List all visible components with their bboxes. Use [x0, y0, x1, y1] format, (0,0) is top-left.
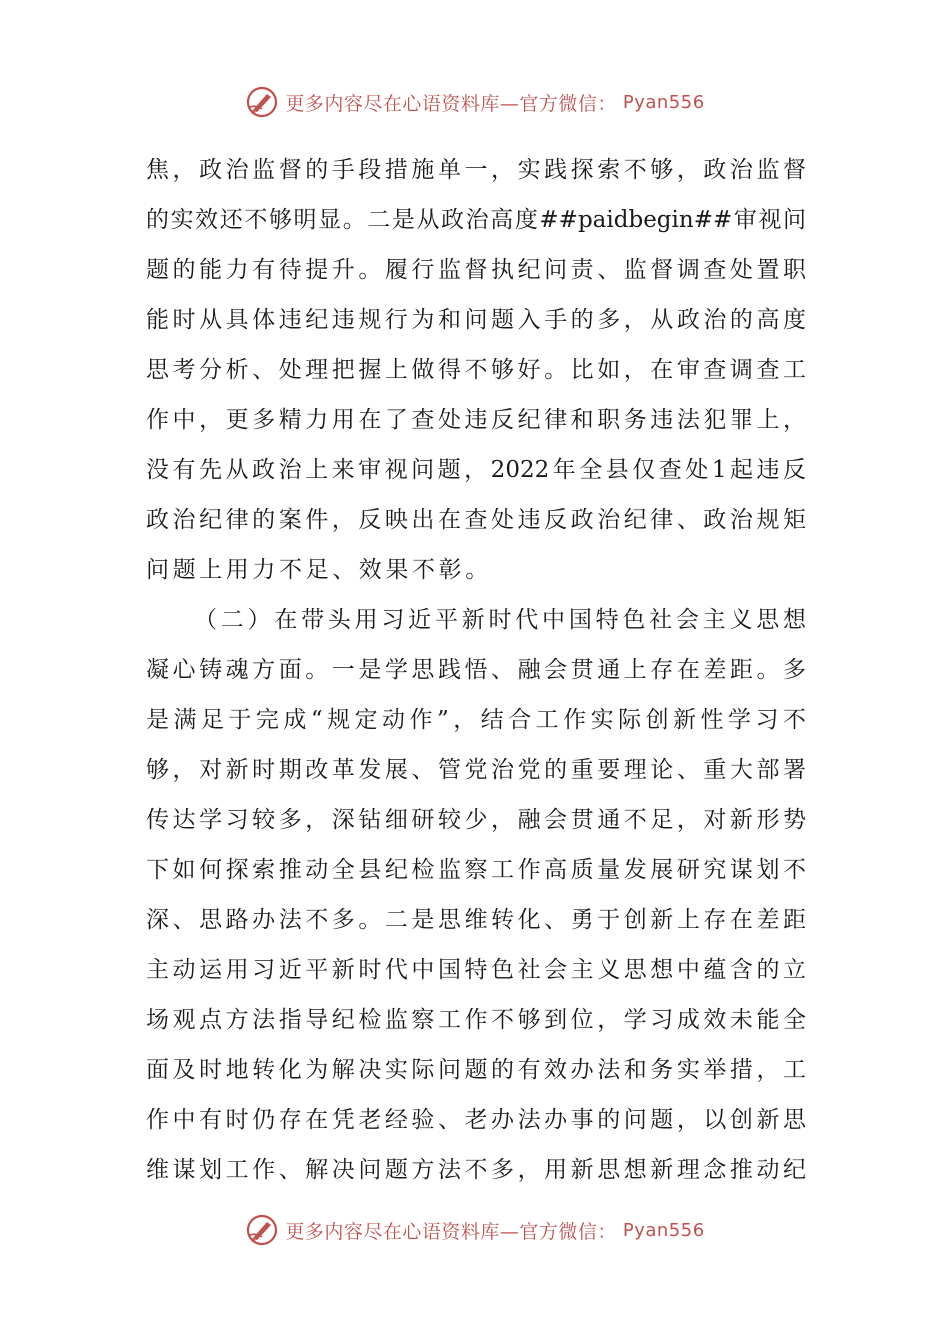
- text-line: 面及时地转化为解决实际问题的有效办法和务实举措，工: [146, 1057, 806, 1083]
- banner-handle: Pyan556: [622, 91, 705, 113]
- banner-text: 更多内容尽在心语资料库—官方微信：: [285, 92, 617, 115]
- text-line: 够，对新时期改革发展、管党治党的重要理论、重大部署: [146, 757, 806, 783]
- header-watermark-banner: [0, 82, 950, 122]
- text-line: 能时从具体违纪违规行为和问题入手的多，从政治的高度: [146, 307, 806, 333]
- text-line: 思考分析、处理把握上做得不够好。比如，在审查调查工: [146, 357, 806, 383]
- text-line: 凝心铸魂方面。一是学思践悟、融会贯通上存在差距。多: [146, 657, 806, 683]
- banner-handle: Pyan556: [622, 1219, 705, 1241]
- text-line: 作中有时仍存在凭老经验、老办法办事的问题，以创新思: [146, 1107, 806, 1133]
- text-line: 场观点方法指导纪检监察工作不够到位，学习成效未能全: [146, 1007, 806, 1033]
- pen-logo-icon: [245, 1213, 279, 1247]
- text-line: 是满足于完成“规定动作”，结合工作实际创新性学习不: [146, 707, 806, 733]
- text-line: 没有先从政治上来审视问题，2022年全县仅查处1起违反: [146, 457, 806, 483]
- text-line: 政治纪律的案件，反映出在查处违反政治纪律、政治规矩: [146, 507, 806, 533]
- text-line: 维谋划工作、解决问题方法不多，用新思想新理念推动纪: [146, 1157, 806, 1183]
- document-body: [146, 145, 806, 1195]
- text-line: 焦，政治监督的手段措施单一，实践探索不够，政治监督: [146, 157, 806, 183]
- section-heading-line: （二）在带头用习近平新时代中国特色社会主义思想: [194, 607, 806, 633]
- text-line: 主动运用习近平新时代中国特色社会主义思想中蕴含的立: [146, 957, 806, 983]
- text-line: 作中，更多精力用在了查处违反纪律和职务违法犯罪上，: [146, 407, 806, 433]
- text-line: 传达学习较多，深钻细研较少，融会贯通不足，对新形势: [146, 807, 806, 833]
- text-line: 问题上用力不足、效果不彰。: [146, 557, 492, 583]
- footer-watermark-banner: [0, 1210, 950, 1250]
- pen-logo-icon: [245, 85, 279, 119]
- text-line: 题的能力有待提升。履行监督执纪问责、监督调查处置职: [146, 257, 806, 283]
- text-line: 的实效还不够明显。二是从政治高度##paidbegin##审视问: [146, 207, 806, 233]
- banner-text: 更多内容尽在心语资料库—官方微信：: [285, 1220, 617, 1243]
- text-line: 深、思路办法不多。二是思维转化、勇于创新上存在差距: [146, 907, 806, 933]
- text-line: 下如何探索推动全县纪检监察工作高质量发展研究谋划不: [146, 857, 806, 883]
